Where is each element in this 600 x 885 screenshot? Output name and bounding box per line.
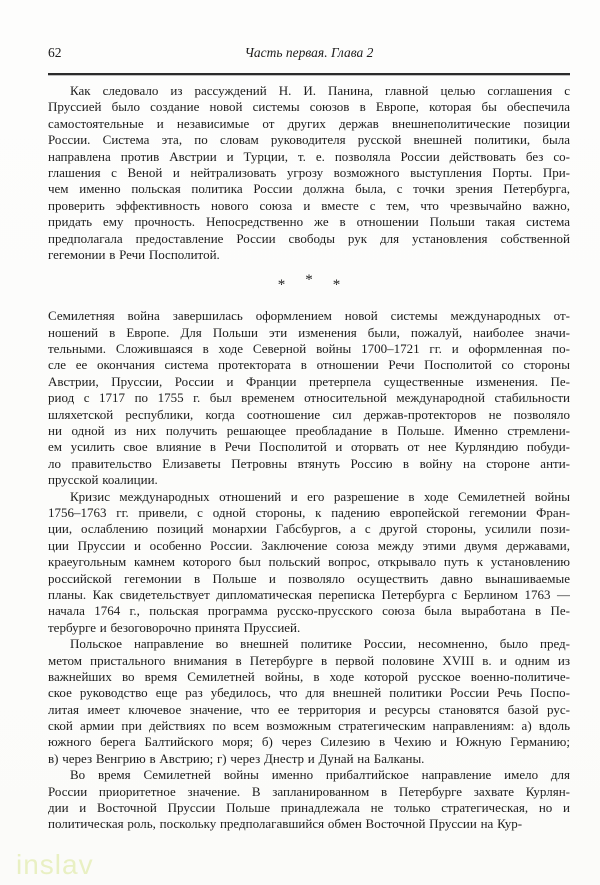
text-line: ции Пруссии и особенно России. Заключение союза между этими двумя державами, <box>48 537 570 553</box>
watermark: inslav <box>16 849 94 880</box>
text-line: ношений в Европе. Для Польши эти изменения были, пожалуй, наиболее значи- <box>48 324 570 340</box>
text-line: риод с 1717 по 1755 г. был временем относительной международной стабильности <box>48 390 570 406</box>
text-line: важнейших во время Семилетней войны, в ходе которой русское военно-политиче- <box>48 668 570 684</box>
text-line: Как следовало из рассуждений Н. И. Панина, главной целью соглашения с <box>70 83 570 98</box>
page-number: 62 <box>48 45 62 60</box>
text-line: чем именно польская политика России должна была, с точки зрения Петербурга, <box>48 181 570 197</box>
text-line: шляхетской республики, когда соотношение сил держав-протекторов не позволяло <box>48 406 570 422</box>
paragraph <box>48 308 570 488</box>
text-line: сле ее окончания система протектората в отношении Речи Посполитой со стороны <box>48 357 570 373</box>
text-line: самостоятельные и независимые от других держав внешнеполитические позиции <box>48 115 570 131</box>
text-line: начала 1764 г., польская программа русско-прусского союза была выработана в Пе- <box>48 603 570 619</box>
text-line: метом пристального внимания в Петербурге в первой половине XVIII в. и одним из <box>48 652 570 668</box>
text-line: российской гегемонии в Польше и позволяло осуществить давно вынашиваемые <box>48 570 570 586</box>
text-line: придать ему прочность. Непосредственно же в отношении Польши такая система <box>48 214 570 230</box>
text-line: прусской коалиции. <box>48 472 158 488</box>
separator-asterisk: * <box>332 277 341 294</box>
text-line: направлена против Австрии и Турции, т. е. позволяла России действовать без со- <box>48 148 570 164</box>
separator-asterisk: * <box>277 277 286 294</box>
text-line: ской армии при действиях по всем возможным стратегическим направлениям: а) вдоль <box>48 718 570 734</box>
paragraph <box>48 83 570 263</box>
text-line: Польское направление во внешней политике России, несомненно, было пред- <box>70 636 570 652</box>
separator-asterisk: * <box>305 272 313 289</box>
text-line: ции, ослаблению позиций монархии Габсбургов, а с другой стороны, усилили пози- <box>48 521 570 537</box>
text-line: политическая роль, поскольку предполагавшийся обмен Восточной Пруссии на Кур- <box>48 816 523 832</box>
text-line: Во время Семилетней войны именно прибалтийское направление имело для <box>70 767 570 783</box>
text-line: тельными. Сложившаяся в ходе Северной войны 1700–1721 гг. и оформленная по- <box>48 341 570 357</box>
text-line: России. Система эта, по словам руководителя русской внешней политики, была <box>48 132 570 148</box>
paragraph <box>48 636 570 767</box>
paragraph <box>48 767 570 833</box>
text-line: ни одной из них получить решающее преобладание в Польше. Именно стремлени- <box>48 423 570 439</box>
text-line: ло правительство Елизаветы Петровны втянуть Россию в войну на стороне анти- <box>48 455 570 471</box>
text-line: краеугольным камнем которого был польский вопрос, открывало путь к установлению <box>48 554 570 570</box>
text-line: южного берега Балтийского моря; б) через Силезию в Чехию и Южную Германию; <box>48 734 570 750</box>
paragraph <box>48 489 570 637</box>
text-line: 1756–1763 гг. привели, с одной стороны, к падению европейской гегемонии Фран- <box>48 504 570 520</box>
text-line: предполагала предоставление России свободы рук для установления собственной <box>48 230 570 246</box>
page-header <box>48 45 570 61</box>
text-line: ем усилить свое влияние в Речи Посполитой и оторвать от нее Курляндию побуди- <box>48 439 570 455</box>
text-line: дии и Восточной Пруссии Польше принадлежала не только стратегическая, но и <box>48 800 570 816</box>
text-line: ское руководство еще раз убедилось, что для внешней политики России Речь Поспо- <box>48 685 570 701</box>
text-line: России приоритетное значение. В запланированном в Петербурге захвате Курлян- <box>48 783 570 799</box>
running-title: Часть первая. Глава 2 <box>244 45 374 60</box>
text-line: Пруссией было создание новой системы союзов в Европе, которая бы обеспечила <box>48 99 570 115</box>
header-rule <box>48 73 570 75</box>
text-line: глашения с Веной и нейтрализовать угрозу возможного выступления Порты. При- <box>48 164 570 180</box>
text-line: Кризис международных отношений и его разрешение в ходе Семилетней войны <box>70 488 570 504</box>
text-line: в) через Венгрию в Австрию; г) через Днестр и Дунай на Балканы. <box>48 750 425 766</box>
text-line: гегемонии в Речи Посполитой. <box>48 246 220 262</box>
text-line: Семилетняя война завершилась оформлением новой системы международных от- <box>48 308 570 324</box>
section-separator <box>48 263 570 308</box>
text-line: планы. Как свидетельствует дипломатическая переписка Петербурга с Берлином 1763 — <box>48 586 570 602</box>
text-line: тербурге и безоговорочно принята Пруссией. <box>48 619 301 635</box>
text-line: литая имеет ключевое значение, что ее территория и ресурсы становятся базой рус- <box>48 701 570 717</box>
page-body <box>48 83 570 833</box>
text-line: проверить эффективность нового союза и вместе с тем, что чрезвычайно важно, <box>48 197 570 213</box>
text-line: Австрии, Пруссии, России и Франции претерпела существенные изменения. Пе- <box>48 373 570 389</box>
